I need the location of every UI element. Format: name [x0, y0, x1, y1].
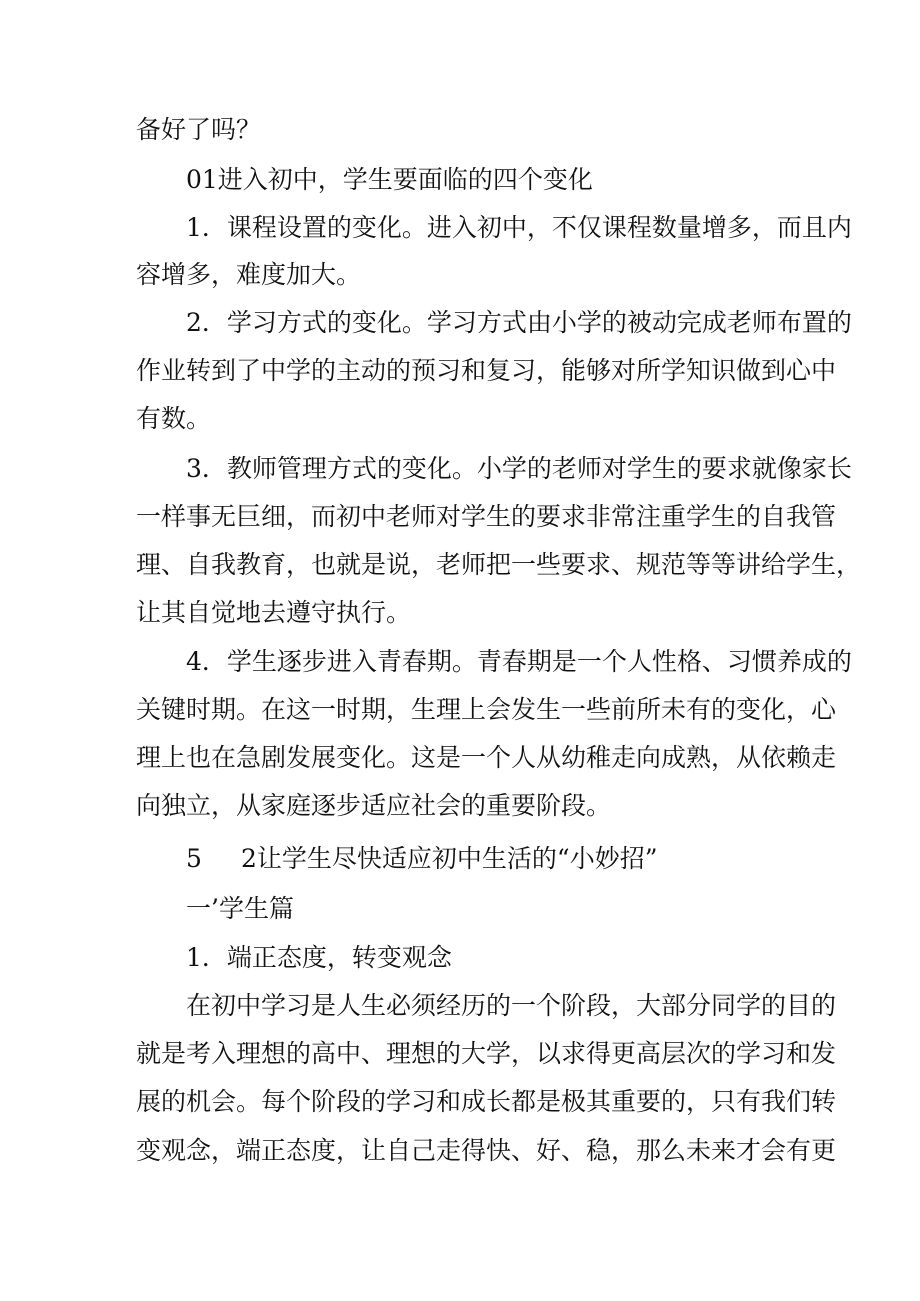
paragraph-5-line-1: 在初中学习是人生必须经历的一个阶段，大部分同学的目的 — [186, 991, 837, 1020]
paragraph-2-line-2: 作业转到了中学的主动的预习和复习，能够对所学知识做到心中 — [136, 356, 837, 385]
paragraph-2-line-3: 有数。 — [136, 404, 212, 433]
subsection-heading-students: 一’学生篇 — [186, 894, 294, 923]
item-heading-1: 1．端正态度，转变观念 — [186, 943, 452, 972]
paragraph-1-line-2: 容增多，难度加大。 — [136, 260, 362, 289]
paragraph-3-line-4: 让其自觉地去遵守执行。 — [136, 598, 412, 627]
paragraph-5-line-3: 展的机会。每个阶段的学习和成长都是极其重要的，只有我们转 — [136, 1087, 837, 1116]
paragraph-2-line-1: 2．学习方式的变化。学习方式由小学的被动完成老师布置的 — [186, 308, 852, 337]
paragraph-3-line-2: 一样事无巨细，而初中老师对学生的要求非常注重学生的自我管 — [136, 502, 837, 531]
section-heading-01: 01进入初中，学生要面临的四个变化 — [186, 165, 593, 194]
text-line-continuation: 备好了吗？ — [136, 115, 262, 144]
paragraph-3-line-1: 3．教师管理方式的变化。小学的老师对学生的要求就像家长 — [186, 454, 852, 483]
paragraph-5-line-2: 就是考入理想的高中、理想的大学，以求得更高层次的学习和发 — [136, 1039, 837, 1068]
section-heading-02 — [186, 842, 657, 876]
paragraph-4-line-1: 4．学生逐步进入青春期。青春期是一个人性格、习惯养成的 — [186, 647, 852, 676]
section-number: 5 — [186, 844, 202, 873]
paragraph-3-line-3: 理、自我教育，也就是说，老师把一些要求、规范等等讲给学生， — [136, 550, 862, 579]
paragraph-5-line-4: 变观念，端正态度，让自己走得快、好、稳，那么未来才会有更 — [136, 1136, 837, 1165]
paragraph-4-line-4: 向独立，从家庭逐步适应社会的重要阶段。 — [136, 791, 612, 820]
paragraph-1-line-1: 1．课程设置的变化。进入初中，不仅课程数量增多，而且内 — [186, 213, 852, 242]
paragraph-4-line-2: 关键时期。在这一时期，生理上会发生一些前所未有的变化，心 — [136, 695, 837, 724]
section-title: 2让学生尽快适应初中生活的“小妙招” — [241, 844, 658, 873]
paragraph-4-line-3: 理上也在急剧发展变化。这是一个人从幼稚走向成熟，从依赖走 — [136, 743, 837, 772]
